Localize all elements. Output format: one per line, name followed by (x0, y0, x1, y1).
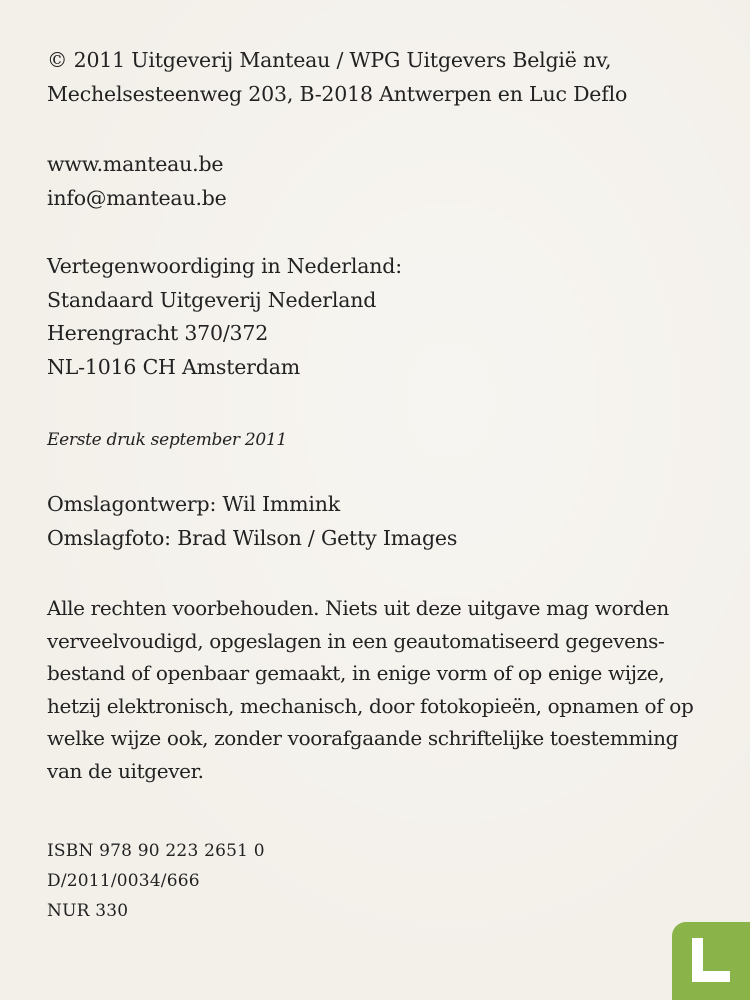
rights-line-4: hetzij elektronisch, mechanisch, door fotokopieën, opnamen of op (47, 693, 694, 718)
depot-code: D/2011/0034/666 (47, 871, 200, 891)
copyright-line-1: © 2011 Uitgeverij Manteau / WPG Uitgevers België nv, (47, 48, 612, 72)
rights-line-6: van de uitgever. (47, 758, 204, 783)
cover-design-credit: Omslagontwerp: Wil Immink (47, 492, 340, 516)
rights-line-1: Alle rechten voorbehouden. Niets uit deze uitgave mag worden (47, 596, 669, 620)
representation-street: Herengracht 370/372 (47, 321, 269, 345)
representation-city: NL-1016 CH Amsterdam (47, 354, 300, 379)
nur-code: NUR 330 (47, 901, 129, 921)
l-logo-icon (688, 936, 734, 986)
contact-block (47, 148, 727, 215)
representation-block (47, 250, 727, 384)
rights-line-3: bestand of openbaar gemaakt, in enige vorm of op enige wijze, (47, 661, 665, 685)
rights-line-2: verveelvoudigd, opgeslagen in een geautomatiseerd gegevens- (47, 628, 665, 653)
rights-block (47, 592, 727, 787)
copyright-line-2: Mechelsesteenweg 203, B-2018 Antwerpen en Luc Deflo (47, 81, 628, 106)
edition-line: Eerste druk september 2011 (47, 430, 287, 450)
rights-line-5: welke wijze ook, zonder voorafgaande schriftelijke toestemming (47, 726, 679, 750)
representation-heading: Vertegenwoordiging in Nederland: (47, 254, 402, 278)
representation-publisher: Standaard Uitgeverij Nederland (47, 287, 377, 312)
website-link: www.manteau.be (47, 152, 224, 176)
watermark-badge (672, 922, 750, 1000)
email-link: info@manteau.be (47, 185, 227, 210)
isbn-code: ISBN 978 90 223 2651 0 (47, 841, 265, 861)
cover-photo-credit: Omslagfoto: Brad Wilson / Getty Images (47, 525, 458, 550)
edition-block (47, 424, 727, 458)
codes-block (47, 836, 727, 926)
copyright-block (47, 44, 727, 111)
cover-credits-block (47, 488, 727, 555)
